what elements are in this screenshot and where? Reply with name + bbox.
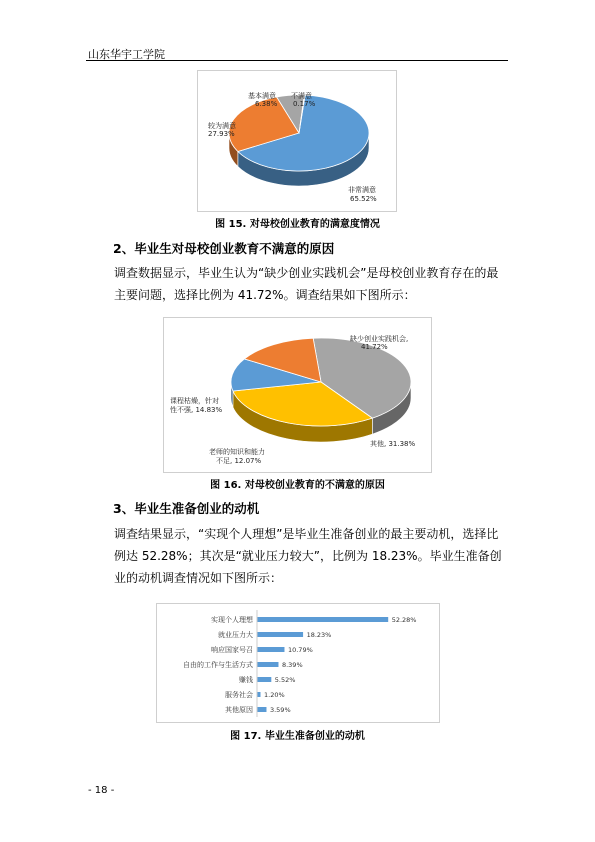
label-other: 其他, 31.38% (370, 440, 416, 448)
header-title: 山东华宇工学院 (88, 48, 165, 61)
figure-16-caption: 图 16. 对母校创业教育的不满意的原因 (210, 480, 385, 491)
bar-category-label: 其他原因 (225, 706, 253, 714)
bar-value-label: 5.52% (274, 676, 296, 684)
section-2-paragraph: 调查数据显示，毕业生认为“缺少创业实践机会”是母校创业教育存在的最主要问题，选择比例为 41.72%。调查结果如下图所示： (114, 266, 499, 302)
bar-value-label: 3.59% (269, 706, 291, 714)
figure-17-chart (156, 603, 440, 723)
page-number: - 18 - (88, 785, 115, 796)
label-unsatisfied-value: 0.17% (293, 100, 316, 108)
bar (258, 647, 285, 652)
bar (258, 662, 279, 667)
figure-15-caption: 图 15. 对母校创业教育的满意度情况 (215, 219, 380, 230)
section-2-heading: 2、毕业生对母校创业教育不满意的原因 (113, 241, 335, 256)
label-boring-course-value: 性不强, 14.83% (170, 406, 223, 414)
bar-value-label: 18.23% (306, 631, 332, 639)
bar-value-label: 8.39% (281, 661, 303, 669)
bar-category-label: 响应国家号召 (211, 646, 253, 654)
figure-17-svg (157, 604, 439, 722)
label-boring-course: 课程枯燥，针对 (170, 397, 219, 405)
label-teacher-ability-value: 不足, 12.07% (216, 457, 262, 465)
bar-category-label: 服务社会 (225, 691, 253, 699)
figure-15-chart (197, 70, 397, 212)
bar-category-label: 实现个人理想 (211, 616, 253, 624)
bar (258, 692, 261, 697)
section-3-heading: 3、毕业生准备创业的动机 (113, 501, 260, 516)
bar-value-label: 52.28% (391, 616, 417, 624)
figure-15-svg (198, 71, 396, 211)
label-basic-satisfied-value: 6.38% (255, 100, 278, 108)
bar-category-label: 就业压力大 (218, 631, 253, 639)
label-very-satisfied-value: 65.52% (350, 195, 377, 203)
bar-category-label: 自由的工作与生活方式 (183, 661, 253, 669)
header-rule (86, 60, 508, 61)
bar-value-label: 10.79% (287, 646, 313, 654)
bar (258, 707, 267, 712)
label-fairly-satisfied-value: 27.93% (208, 130, 235, 138)
label-teacher-ability: 老师的知识和能力 (209, 448, 265, 456)
bar (258, 677, 272, 682)
figure-17-caption: 图 17. 毕业生准备创业的动机 (230, 731, 365, 742)
label-very-satisfied: 非常满意 (348, 186, 376, 194)
figure-16-chart (163, 317, 432, 473)
label-unsatisfied: 不满意 (291, 92, 312, 100)
bar-value-label: 1.20% (264, 691, 285, 699)
bar (258, 617, 389, 622)
label-basic-satisfied: 基本满意 (248, 92, 276, 100)
label-fairly-satisfied: 较为满意 (208, 122, 236, 130)
label-lack-practice-value: 41.72% (361, 343, 388, 351)
figure-16-svg (164, 318, 431, 472)
bar (258, 632, 304, 637)
bar-category-label: 赚钱 (239, 676, 253, 684)
section-3-paragraph: 调查结果显示，“实现个人理想”是毕业生准备创业的最主要动机，选择比例达 52.28%；其次是“就业压力较大”，比例为 18.23%。毕业生准备创业的动机调查情况如下图所示： (114, 527, 502, 585)
label-lack-practice: 缺少创业实践机会, (350, 335, 409, 343)
